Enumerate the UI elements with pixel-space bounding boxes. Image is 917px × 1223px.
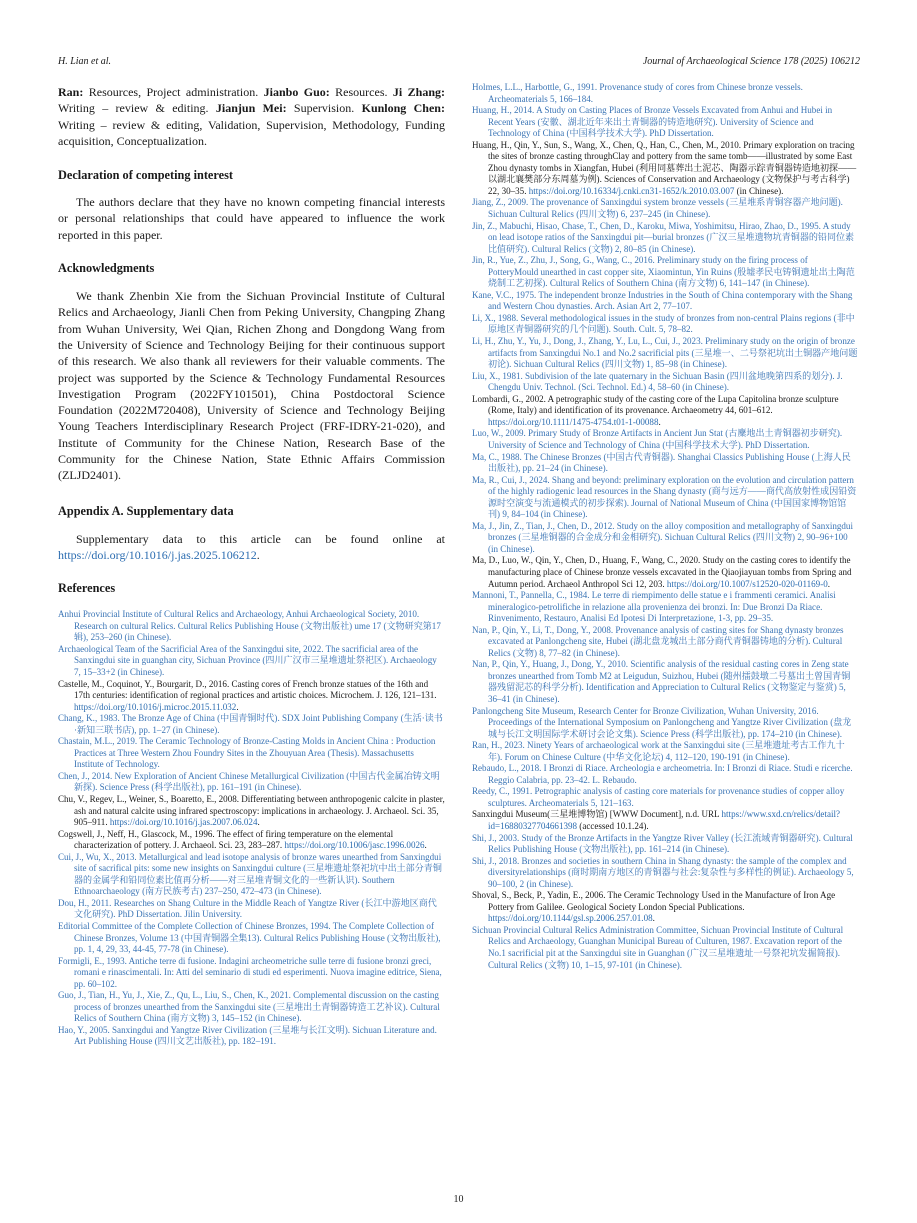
reference-text: Ma, D., Luo, W., Qin, Y., Chen, D., Huang, F., Wang, C., 2020. Study on the casting cores to identify the manufacturing place of Chinese bronze vessels excavated in the Qiaojiayuan tombs from Spring and Autumn period. Archaeol Anthropol Sci 12, 203.	[472, 555, 852, 589]
reference-text: Ma, R., Cui, J., 2024. Shang and beyond: preliminary exploration on the evolution and circulation pattern of the highly radiogenic lead resources in the Shang dynasty (商与远方——商代高放射性成因铅资源时空演变与流通模式的初步探索). Journal of National Museum of China (中国国家博物馆馆刊) 9, 84–104 (in Chinese).	[472, 474, 857, 520]
contributor-name: Jianbo Guo:	[263, 85, 330, 99]
reference-text: Shoval, S., Beck, P., Yadin, E., 2006. The Ceramic Technology Used in the Manufacture of Iron Age Pottery from Galilee. Geological Society London Special Publications.	[472, 890, 836, 912]
supplementary-doi-link[interactable]: https://doi.org/10.1016/j.jas.2025.106212	[58, 547, 257, 562]
reference-entry[interactable]	[472, 590, 858, 625]
reference-text: Sanxingdui Museum(三星堆博物馆) [WWW Document], n.d. URL	[472, 809, 722, 820]
reference-entry[interactable]	[472, 925, 858, 971]
reference-entry	[472, 890, 858, 925]
contributor-name: Jianjun Mei:	[215, 101, 287, 116]
right-column	[472, 82, 858, 971]
running-header-journal: Journal of Archaeological Science 178 (2025) 106212	[642, 56, 860, 67]
reference-entry[interactable]	[58, 956, 445, 991]
reference-text-end: (in Chinese).	[734, 185, 784, 196]
reference-text: Jin, Z., Mabuchi, Hisao, Chase, T., Chen, D., Karoku, Miwa, Yoshimitsu, Hirao, Zhao, D., 1995. A study on lead isotope ratios of the Sanxingdui pit—burial bronzes (广汉三星堆遗物坑青铜器的铅同位素比值研究). Cultural Relics (文物) 2, 80–85 (in Chinese).	[472, 220, 855, 254]
reference-text: Kane, V.C., 1975. The independent bronze Industries in the South of China contemporary with the Shang and Western Chou dynasties. Arch. Asian Art 2, 77–107.	[472, 289, 853, 312]
reference-text: Editorial Committee of the Complete Collection of Chinese Bronzes, 1994. The Complete Collection of Chinese Bronzes, Volume 13 (中国青铜器全集13). Cultural Relics Publishing House (文物出版社), pp. 1, 4, 29, 33, 44-45, 77-78 (in Chinese).	[58, 921, 441, 955]
acknowledgments-text: We thank Zhenbin Xie from the Sichuan Provincial Institute of Cultural Relics and Archaeology, Jianli Chen from Peking University, Changping Zhang from Wuhan University, Wei Qian, Richen Zhong and Dongdong Wang from the University of Science and Technology Beijing for their continuous support of this research. We also thank all reviewers for their valuable comments. The project was supported by the Science & Technology Fundamental Resources Investigation Program (2022FY101501), China Postdoctoral Science Foundation (2022M720408), University of Science and Technology Beijing Young Teachers Interdisciplinary Research Project (FRF-IDRY-21-020), and Institute of Community for the Chinese Nation, Research Base of the Community for the Chinese Nation, State Ethnic Affairs Commission (ZLJD2401).	[58, 289, 445, 483]
reference-entry[interactable]	[472, 521, 858, 556]
reference-text: Liu, X., 1981. Subdivision of the late quaternary in the Sichuan Basin (四川盆地晚第四系的划分). J. Chengdu Univ. Technol. (Sci. Technol. Ed.) 4, 58–60 (in Chinese).	[472, 370, 843, 393]
reference-text: Formigli, E., 1993. Antiche terre di fusione. Indagini archeometriche sulle terre di fusione bronzi greci, romani e rinascimentali. In: Atti del seminario di studi ed esperimenti. Nuova imagine editrice, Siena, pp. 60–102.	[58, 955, 442, 989]
reference-entry[interactable]	[472, 371, 858, 394]
declaration-text: The authors declare that they have no known competing financial interests or personal relationships that could have appeared to influence the work reported in this paper.	[58, 195, 445, 242]
contributor-name: Ran:	[58, 85, 84, 99]
reference-text: Lombardi, G., 2002. A petrographic study of the casting core of the Lupa Capitolina bronze sculpture (Rome, Italy) and identification of its provenance. Archaeometry 44, 601–612.	[472, 393, 839, 416]
reference-entry[interactable]	[472, 255, 858, 290]
reference-text: Shi, J., 2018. Bronzes and societies in southern China in Shang dynasty: the sample of the complex and diversityrelationships (商时期南方地区的青铜器与社会:复杂性与多样性的例证). Archaeology 5, 90–100, 2 (in Chinese).	[472, 855, 854, 889]
reference-text: Ma, C., 1988. The Chinese Bronzes (中国古代青铜器). Shanghai Classics Publishing House (上海人民出版社), pp. 21–24 (in Chinese).	[472, 451, 851, 474]
reference-entry	[58, 794, 445, 829]
reference-entry[interactable]	[58, 609, 445, 644]
references-list-left	[58, 609, 445, 1048]
reference-entry[interactable]	[472, 82, 858, 105]
reference-entry	[472, 140, 858, 198]
reference-text: Huang, H., 2014. A Study on Casting Places of Bronze Vessels Excavated from Anhui and Hubei in Recent Years (安徽、湖北近年来出土青铜器的铸造地研究). University of Science and Technology of China (中国科学技术大学). PhD Dissertation.	[472, 105, 833, 139]
reference-doi-link[interactable]: https://doi.org/10.1016/j.jas.2007.06.024	[109, 817, 258, 828]
reference-text: Castelle, M., Coquinot, Y., Bourgarit, D., 2016. Casting cores of French bronze statues of the 16th and 17th centuries: identification of regional practices and artistic choices. Microchem. J. 126, 121–131.	[58, 678, 437, 701]
reference-entry[interactable]	[472, 625, 858, 660]
reference-doi-link[interactable]: https://doi.org/10.1006/jasc.1996.0026	[284, 840, 425, 851]
reference-text: Sichuan Provincial Cultural Relics Administration Committee, Sichuan Provincial Institute of Cultural Relics and Archaeology, Guanghan Municipal Bureau of Culturen, 1987. Excavation report of the No.1 sacrificial pit at the Sanxingdui site in Guanghan (广汉三星堆遗址一号祭祀坑发掘简报). Cultural Relics (文物) 10, 1–15, 97-101 (in Chinese).	[472, 924, 844, 970]
reference-text-end: .	[236, 701, 239, 712]
contributor-role: Supervision.	[286, 101, 362, 116]
reference-entry[interactable]	[472, 221, 858, 256]
reference-text: Ran, H., 2023. Ninety Years of archaeological work at the Sanxingdui site (三星堆遗址考古工作九十年). Forum on Chinese Culture (中华文化论坛) 4, 112–120, 190-191 (in Chinese).	[472, 740, 845, 762]
reference-entry[interactable]	[472, 313, 858, 336]
reference-entry[interactable]	[472, 856, 858, 891]
reference-text: Archaeological Team of the Sacrificial Area of the Sanxingdui site, 2022. The sacrificial area of the Sanxingdui site in guanghan city, Sichuan Province (四川广汉市三星堆遗址祭祀区). Archaeology 7, 15–33+2 (in Chinese).	[58, 643, 437, 677]
reference-entry[interactable]	[58, 771, 445, 794]
reference-text: Dou, H., 2011. Researches on Shang Culture in the Middle Reach of Yangtze River (长江中游地区商代文化研究). PhD Dissertation. Jilin University.	[58, 897, 437, 920]
reference-text: Chu, V., Regev, L., Weiner, S., Boaretto, E., 2008. Differentiating between anthropogenic calcite in plaster, ash and natural calcite using infrared spectroscopy: implications in archaeology. J. Archaeol. Sci. 35, 905–911.	[58, 793, 445, 828]
reference-text: Chen, J., 2014. New Exploration of Ancient Chinese Metallurgical Civilization (中国古代金属冶铸文明新探). Science Press (科学出版社), pp. 161–191 (in Chinese).	[58, 770, 440, 793]
reference-entry[interactable]	[58, 713, 445, 736]
references-heading: References	[58, 581, 116, 596]
reference-text-end: .	[257, 817, 260, 828]
reference-doi-link[interactable]: https://doi.org/10.1111/1475-4754.t01-1-00088	[488, 416, 659, 427]
reference-text: Chang, K., 1983. The Bronze Age of China (中国青铜时代). SDX Joint Publishing Company (生活·读书·新知三联书店), pp. 1–27 (in Chinese).	[58, 713, 443, 735]
contributor-role: Writing – review & editing, Validation, Supervision, Methodology, Funding acquisition, Conceptualization.	[58, 117, 445, 148]
contributor-role: Writing – review & editing.	[58, 101, 216, 116]
reference-entry	[472, 555, 858, 590]
reference-text: Li, X., 1988. Several methodological issues in the study of bronzes from non-central Plains regions (非中原地区青铜器研究的几个问题). South. Cult. 5, 78–82.	[472, 312, 855, 335]
reference-entry[interactable]	[472, 763, 858, 786]
author-contributions	[58, 84, 445, 149]
reference-text-end: (accessed 10.1.24).	[577, 821, 649, 831]
reference-text: Guo, J., Tian, H., Yu, J., Xie, Z., Qu, L., Liu, S., Chen, K., 2021. Complemental discussion on the casting process of bronzes unearthed from the Sanxingdui site (三星堆出土青铜器铸造工艺补议). Cultural Relics of Southern China (南方文物) 3, 145–152 (in Chinese).	[58, 990, 440, 1024]
contributor-name: Kunlong Chen:	[361, 101, 445, 116]
reference-text-end: .	[658, 416, 661, 427]
reference-entry[interactable]	[58, 921, 445, 956]
reference-doi-link[interactable]: https://doi.org/10.1007/s12520-020-01169-0	[666, 578, 828, 589]
appendix-text-end: .	[256, 547, 260, 562]
reference-entry[interactable]	[58, 736, 445, 771]
reference-entry[interactable]	[58, 644, 445, 679]
reference-entry	[472, 809, 858, 832]
reference-entry[interactable]	[472, 428, 858, 451]
reference-doi-link[interactable]: https://doi.org/10.1144/gsl.sp.2006.257.01.08	[488, 913, 653, 924]
reference-text: Li, H., Zhu, Y., Yu, J., Dong, J., Zhang, Y., Lu, L., Cui, J., 2023. Preliminary study on the origin of bronze artifacts from Sanxingdui No.1 and No.2 sacrificial pits (三星堆一、二号祭祀坑出土铜器产地问题初论). Sichuan Cultural Relics (四川文物) 1, 85–98 (in Chinese).	[472, 336, 858, 370]
reference-text: Jin, R., Yue, Z., Zhu, J., Song, G., Wang, C., 2016. Preliminary study on the firing process of PotteryMould unearthed in cast copper site, Xiaomintun, Yin Ruins (殷墟孝民屯铸铜遗址出土陶范烧制工艺初探). Cultural Relics of Southern China (南方文物) 6, 141–147 (in Chinese).	[472, 255, 855, 289]
reference-text: Luo, W., 2009. Primary Study of Bronze Artifacts in Ancient Jun Stat (古麇地出土青铜器初步研究). University of Science and Technology of China (中国科学技术大学). PhD Dissertation.	[472, 428, 843, 450]
page-number: 10	[453, 1194, 464, 1205]
reference-text: Huang, H., Qin, Y., Sun, S., Wang, X., Chen, Q., Han, C., Chen, M., 2010. Primary exploration on tracing the sites of bronze casting throughClay and pottery from the same tomb——illustrated by some East Zhou dynasty tombs in Xiangfan, Hubei (利用同墓葬出土泥芯、陶器示踪青铜器铸造地初探——以湖北襄樊部分东周墓为例). Sciences of Conservation and Archaeology (文物保护与考古科学) 22, 30–35.	[472, 139, 857, 196]
reference-entry[interactable]	[472, 475, 858, 521]
reference-entry[interactable]	[472, 786, 858, 809]
reference-doi-link[interactable]: https://www.sxd.cn/relics/detail?id=16880327704661398	[488, 809, 841, 831]
reference-text: Anhui Provincial Institute of Cultural Relics and Archaeology, Anhui Archaeological Society, 2010. Research on cultural Relics. Cultural Relics Publishing House (文物出版社) ume 17 (文物研究第17辑), 253–260 (in Chinese).	[58, 609, 441, 643]
reference-text: Nan, P., Qin, Y., Li, T., Dong, Y., 2008. Provenance analysis of casting sites for Shang dynasty bronzes excavated at Panlongcheng site, Hubei (湖北盘龙城出土部分商代青铜器铸地的分析). Cultural Relics (文物) 8, 77–82 (in Chinese).	[472, 624, 844, 658]
reference-text: Cogswell, J., Neff, H., Glascock, M., 1996. The effect of firing temperature on the elemental characterization of pottery. J. Archaeol. Sci. 23, 283–287.	[58, 828, 394, 851]
contributor-role: Resources.	[329, 85, 393, 99]
reference-text: Mannoni, T., Pannella, C., 1984. Le terre di riempimento delle statue e i frammenti ceramici. Analisi mineralogico-petrolifiche in relazione alla provenienza dei bronzi. In: Due Bronzi Da Riace. Rinvenimento, Restauro, Analisi Ed Ipotesi Di Interpretazione, 1-3, pp. 29–35.	[472, 590, 836, 624]
left-column	[58, 84, 445, 1048]
reference-entry[interactable]	[58, 990, 445, 1025]
reference-entry[interactable]	[472, 706, 858, 741]
declaration-heading: Declaration of competing interest	[58, 168, 233, 183]
reference-entry[interactable]	[472, 290, 858, 313]
contributor-role: Resources, Project administration.	[83, 85, 264, 99]
reference-entry[interactable]	[472, 105, 858, 140]
reference-text: Panlongcheng Site Museum, Research Center for Bronze Civilization, Wuhan University, 2016. Proceedings of the International Symposium on Panlongcheng and Yangtze River Civilization (盘龙城与长江文明国际学术研讨会论文集). Science Press (科学出版社), pp. 174–210 (in Chinese).	[472, 705, 852, 739]
reference-text: Rebaudo, L., 2018. I Bronzi di Riace. Archeologia e archeometria. In: I Bronzi di Riace. Studi e ricerche. Reggio Calabria, pp. 23–42. L. Rebaudo.	[472, 763, 853, 785]
acknowledgments-heading: Acknowledgments	[58, 261, 155, 276]
reference-entry[interactable]	[472, 833, 858, 856]
reference-text: Holmes, L.L., Harbottle, G., 1991. Provenance study of cores from Chinese bronze vessels. Archeomaterials 5, 166–184.	[472, 82, 803, 104]
appendix-text	[58, 531, 445, 564]
running-header-authors: H. Lian et al.	[58, 56, 112, 67]
references-list-right	[472, 82, 858, 971]
reference-text-end: .	[652, 913, 655, 924]
reference-entry[interactable]	[58, 898, 445, 921]
reference-entry[interactable]	[472, 740, 858, 763]
reference-text-end: .	[827, 578, 831, 589]
reference-entry	[472, 394, 858, 429]
contributor-name: Ji Zhang:	[392, 85, 446, 99]
reference-text: Reedy, C., 1991. Petrographic analysis of casting core materials for provenance studies of copper alloy sculptures. Archeomaterials 5, 121–163.	[472, 786, 845, 808]
reference-text: Cui, J., Wu, X., 2013. Metallurgical and lead isotope analysis of bronze wares unearthed from Sanxingdui site of sacrifical pits: some new insights on Sanxingdui culture (三星堆遗址祭祀坑中出土部分青铜器的金属学和铅同位素比值再分析——对三星堆青铜文化的一些新认识). Southern Ethnoarchaeology (南方民族考古) 237–250, 472–473 (in Chinese).	[58, 851, 442, 897]
reference-text: Jiang, Z., 2009. The provenance of Sanxingdui system bronze vessels (三星堆系青铜容器产地问题). Sichuan Cultural Relics (四川文物) 6, 237–245 (in Chinese).	[472, 197, 843, 220]
reference-entry[interactable]	[58, 852, 445, 898]
reference-text: Nan, P., Qin, Y., Huang, J., Dong, Y., 2010. Scientific analysis of the residual casting cores in Zeng state bronzes unearthed from Tomb M2 at Leigudun, Suizhou, Hubei (随州擂鼓墩二号墓出土曾国青铜器残留泥芯的科学分析). Identification and Appreciation to Cultural Relics (文物鉴定与鉴赏) 5, 36–41 (in Chinese).	[472, 659, 851, 704]
reference-text: Ma, J., Jin, Z., Tian, J., Chen, D., 2012. Study on the alloy composition and metallography of Sanxingdui bronzes (三星堆铜器的合金成分和金相研究). Sichuan Cultural Relics (四川文物) 2, 90–96+100 (in Chinese).	[472, 520, 853, 554]
reference-text: Shi, J., 2003. Study of the Bronze Artifacts in the Yangtze River Valley (长江流域青铜器研究). Cultural Relics Publishing House (文物出版社), pp. 161–214 (in Chinese).	[472, 832, 853, 855]
reference-entry	[58, 679, 445, 714]
reference-text: Hao, Y., 2005. Sanxingdui and Yangtze River Civilization (三星堆与长江文明). Sichuan Literature and. Art Publishing House (四川文艺出版社), pp. 182–191.	[58, 1024, 437, 1047]
reference-text-end: .	[424, 840, 427, 851]
reference-entry[interactable]	[472, 659, 858, 705]
reference-text: Chastain, M.L., 2019. The Ceramic Technology of Bronze-Casting Molds in Ancient China : Production Practices at Three Western Zhou Foundry Sites in the Zhouyuan Area (Thesis). Massachusetts Institute of Technology.	[58, 736, 436, 770]
reference-entry[interactable]	[472, 197, 858, 220]
appendix-text-body: Supplementary data to this article can be found online at	[76, 531, 445, 546]
reference-entry[interactable]	[472, 336, 858, 371]
appendix-heading: Appendix A. Supplementary data	[58, 503, 234, 518]
reference-entry[interactable]	[472, 452, 858, 475]
reference-doi-link[interactable]: https://doi.org/10.16334/j.cnki.cn31-1652/k.2010.03.007	[528, 185, 735, 196]
reference-entry	[58, 829, 445, 852]
reference-doi-link[interactable]: https://doi.org/10.1016/j.microc.2015.11.032	[74, 701, 237, 712]
reference-entry[interactable]	[58, 1025, 445, 1048]
